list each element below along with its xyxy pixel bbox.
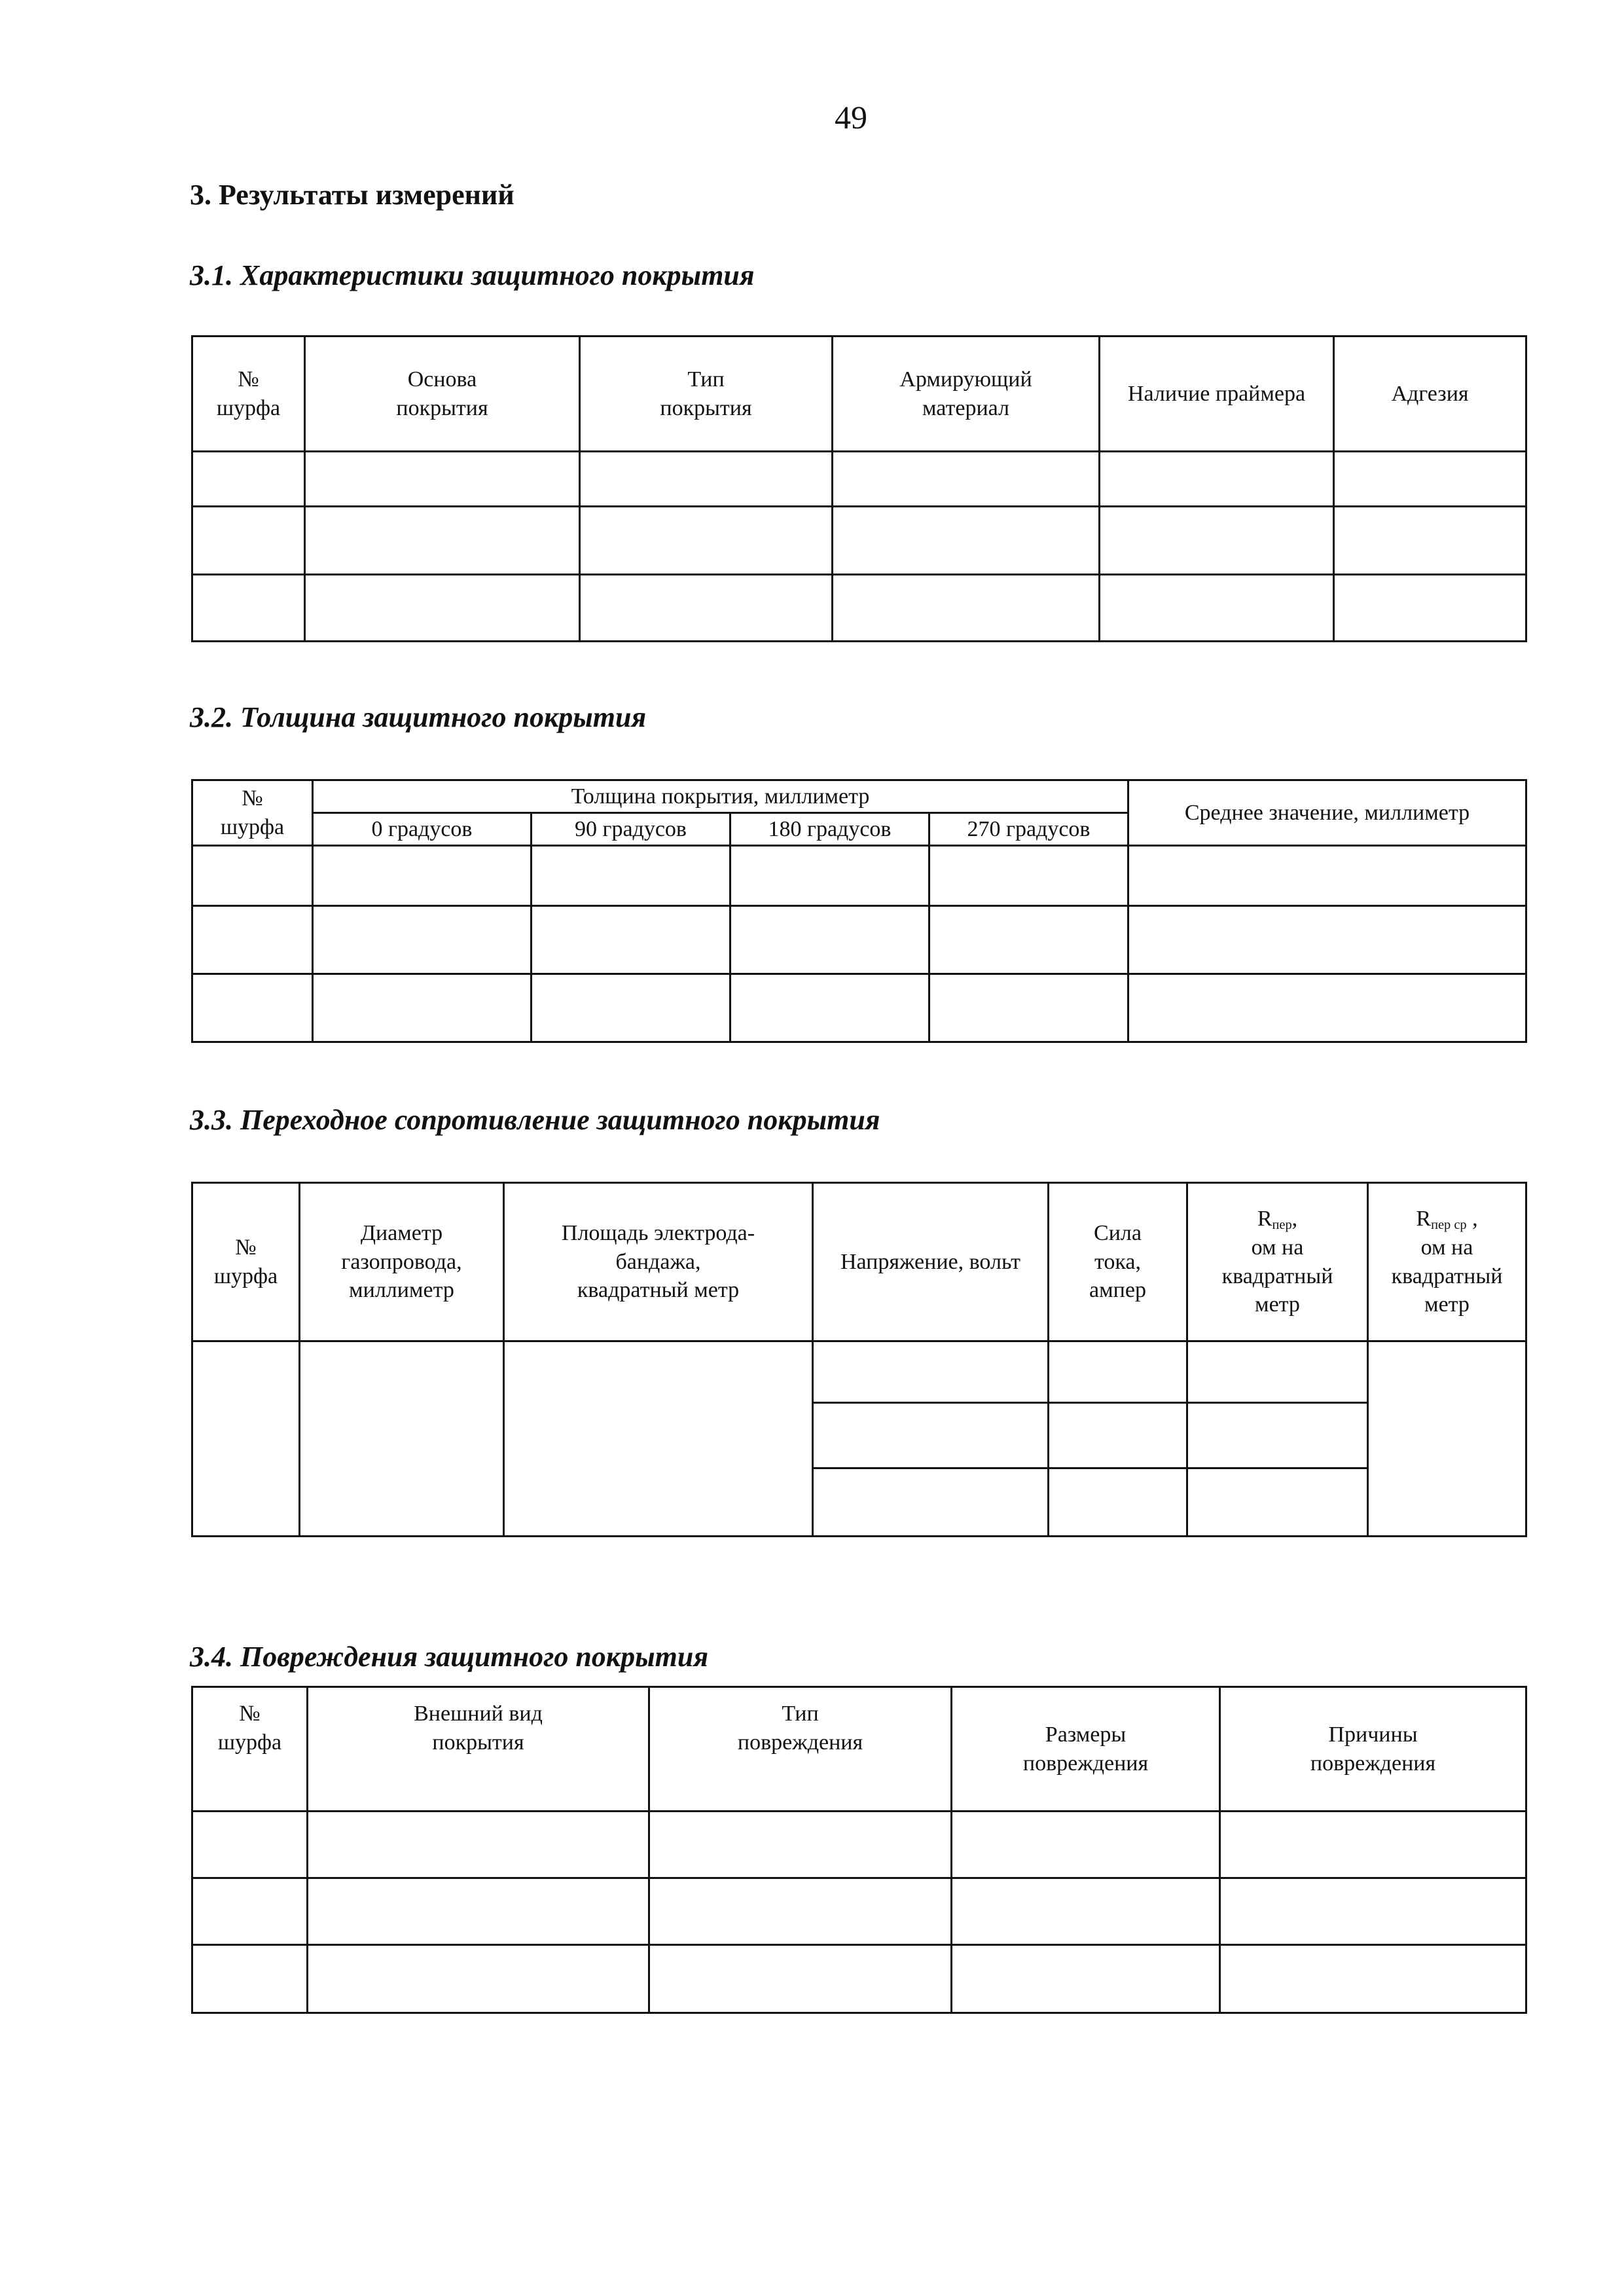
subsection-title-3-2: 3.2. Толщина защитного покрытия <box>190 701 647 733</box>
subsection-title-3-1: 3.1. Характеристики защитного покрытия <box>190 259 755 291</box>
coating-thickness-table <box>191 779 1527 1043</box>
header-shurf-label: шурфа <box>192 813 313 846</box>
header-damage-cause: Причины повреждения <box>1220 1687 1526 1812</box>
transition-resistance-table <box>191 1182 1527 1537</box>
header-90-degrees: 90 градусов <box>532 813 731 846</box>
section-title: 3. Результаты измерений <box>190 179 514 211</box>
header-shurf-no: № шурфа <box>192 1687 308 1812</box>
header-voltage: Напряжение, вольт <box>813 1183 1049 1341</box>
header-thickness-group: Толщина покрытия, миллиметр <box>313 780 1128 813</box>
page-number: 49 <box>835 99 867 136</box>
header-current: Сила тока, ампер <box>1049 1183 1187 1341</box>
header-r-per: $R_{пер}$, ом на квадратный метр <box>1187 1183 1368 1341</box>
table-row <box>192 452 1526 507</box>
table-row <box>192 507 1526 575</box>
table-row <box>192 1812 1526 1878</box>
header-electrode-area: Площадь электрода- бандажа, квадратный метр <box>504 1183 813 1341</box>
header-average-thickness: Среднее значение, миллиметр <box>1128 780 1526 846</box>
header-270-degrees: 270 градусов <box>929 813 1128 846</box>
table-row <box>192 846 1526 906</box>
header-180-degrees: 180 градусов <box>731 813 929 846</box>
header-appearance: Внешний вид покрытия <box>308 1687 649 1812</box>
subsection-title-3-3: 3.3. Переходное сопротивление защитного покрытия <box>190 1104 880 1136</box>
table-row <box>192 1945 1526 2013</box>
header-coating-type: Тип покрытия <box>580 337 833 452</box>
coating-characteristics-table <box>191 335 1527 642</box>
table-row <box>192 1341 1526 1403</box>
table-row <box>192 974 1526 1042</box>
header-0-degrees: 0 градусов <box>313 813 532 846</box>
header-r-per-avg: $R_{пер ср}$ , ом на квадратный метр <box>1368 1183 1526 1341</box>
header-shurf-no: № <box>192 780 313 813</box>
table-row <box>192 575 1526 642</box>
header-damage-type: Тип повреждения <box>649 1687 952 1812</box>
header-reinforcing-material: Армирующий материал <box>833 337 1100 452</box>
header-primer: Наличие праймера <box>1100 337 1334 452</box>
subsection-title-3-4: 3.4. Повреждения защитного покрытия <box>190 1641 708 1673</box>
header-adhesion: Адгезия <box>1334 337 1526 452</box>
coating-damage-table <box>191 1686 1527 2014</box>
table-row <box>192 1878 1526 1945</box>
header-coating-base: Основа покрытия <box>305 337 580 452</box>
header-damage-size: Размеры повреждения <box>952 1687 1220 1812</box>
header-shurf-no: № шурфа <box>192 337 305 452</box>
table-row <box>192 906 1526 974</box>
header-shurf-no: № шурфа <box>192 1183 300 1341</box>
header-pipe-diameter: Диаметр газопровода, миллиметр <box>300 1183 504 1341</box>
